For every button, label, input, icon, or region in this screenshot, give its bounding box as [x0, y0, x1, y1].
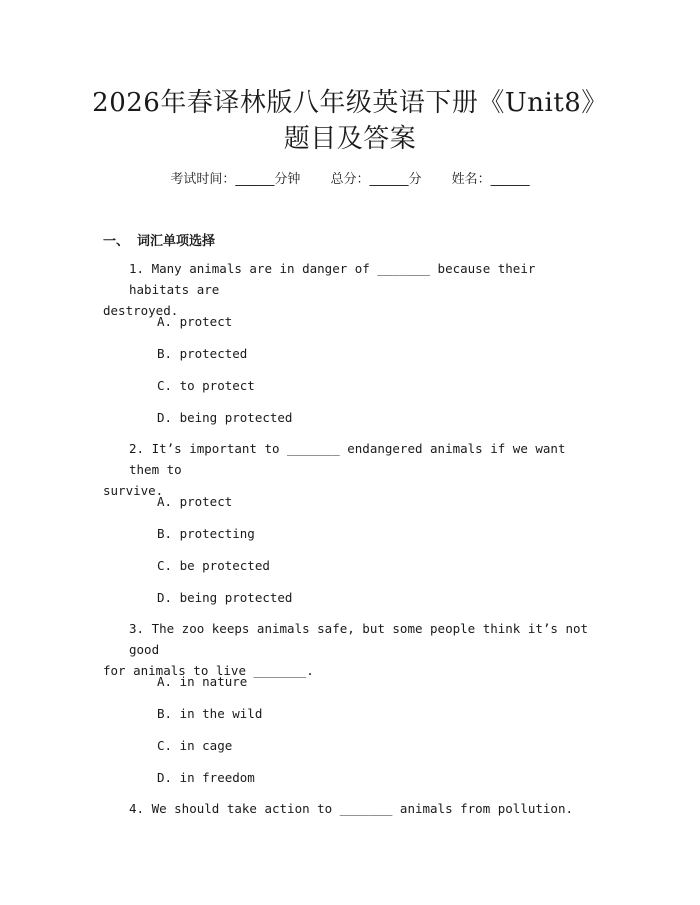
option-d: D. being protected	[157, 410, 293, 425]
exam-time-field: 考试时间：______分钟	[170, 172, 301, 187]
page-title: 2026年春译林版八年级英语下册《Unit8》	[92, 88, 608, 118]
question-1	[103, 258, 603, 321]
exam-meta	[0, 168, 700, 187]
section-heading	[103, 230, 215, 249]
section-title: 词汇单项选择	[137, 234, 216, 249]
option-a: A. protect	[157, 314, 233, 329]
option-d: D. being protected	[157, 590, 293, 605]
option-c: C. in cage	[157, 738, 233, 753]
question-text-cont: destroyed.	[103, 303, 179, 318]
exam-name-field: 姓名：______	[451, 172, 530, 187]
page-subtitle: 题目及答案	[283, 124, 417, 154]
option-d: D. in freedom	[157, 770, 255, 785]
question-text: 1. Many animals are in danger of _______ because their habitats are	[129, 261, 536, 297]
question-text: 3. The zoo keeps animals safe, but some people think it’s not good	[129, 621, 589, 657]
option-c: C. be protected	[157, 558, 270, 573]
option-a: A. in nature	[157, 674, 248, 689]
option-b: B. in the wild	[157, 706, 263, 721]
question-text: 2. It’s important to _______ endangered animals if we want them to	[129, 441, 566, 477]
question-text: 4. We should take action to _______ animals from pollution.	[129, 801, 574, 816]
option-a: A. protect	[157, 494, 233, 509]
exam-score-field: 总分：______分	[330, 172, 422, 187]
section-number: 一、	[103, 234, 130, 249]
question-4	[103, 798, 603, 819]
question-2	[103, 438, 603, 501]
question-text-cont: for animals to live _______.	[103, 663, 314, 678]
question-3	[103, 618, 603, 681]
option-b: B. protecting	[157, 526, 255, 541]
question-text-cont: survive.	[103, 483, 164, 498]
option-b: B. protected	[157, 346, 248, 361]
option-c: C. to protect	[157, 378, 255, 393]
